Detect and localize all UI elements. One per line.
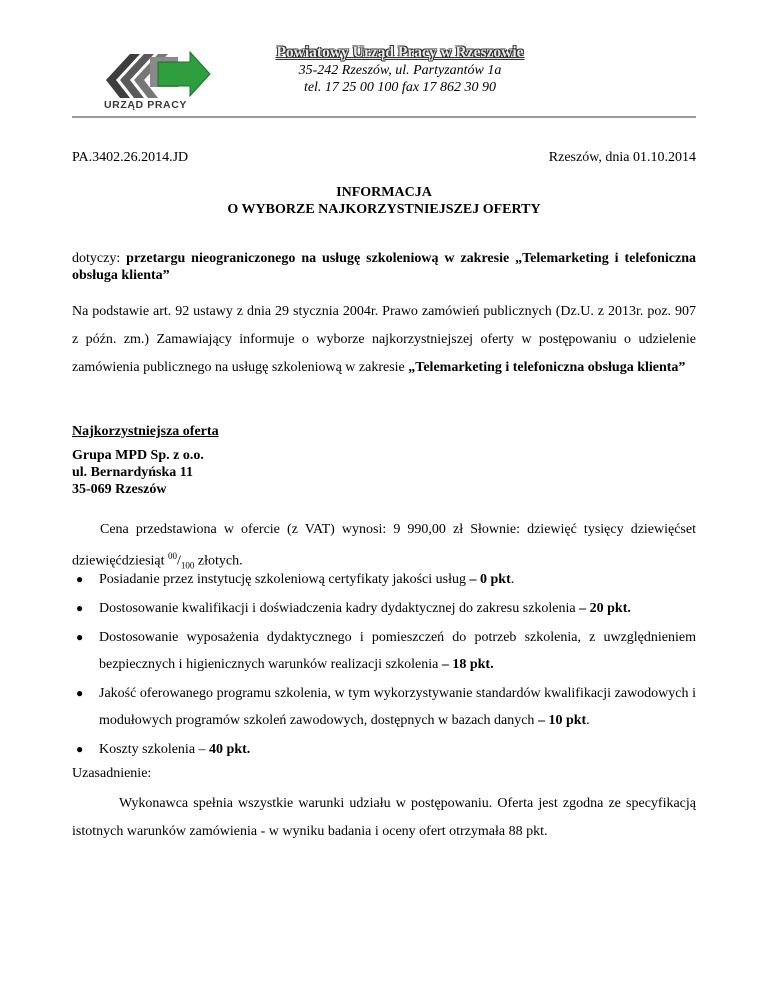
price-fraction-sup: 00 bbox=[168, 551, 178, 561]
title-line-2: O WYBORZE NAJKORZYSTNIEJSZEJ OFERTY bbox=[227, 202, 541, 217]
subject-paragraph bbox=[72, 250, 696, 284]
reference-number: PA.3402.26.2014.JD bbox=[72, 150, 189, 165]
office-address: 35-242 Rzeszów, ul. Partyzantów 1a bbox=[298, 63, 502, 78]
criteria-list bbox=[72, 566, 696, 765]
header-divider bbox=[72, 116, 696, 118]
title-line-1: INFORMACJA bbox=[336, 185, 432, 200]
justification-text: Wykonawca spełnia wszystkie warunki udziału w postępowaniu. Oferta jest zgodna ze specyfikacją istotnych warunków zamówienia - w wyniku badania i oceny ofert otrzymała 88 pkt. bbox=[72, 796, 696, 839]
logo-caption: URZĄD PRACY bbox=[104, 99, 188, 111]
legal-basis-paragraph bbox=[72, 298, 696, 382]
best-offer-heading: Najkorzystniejsza oferta bbox=[72, 424, 219, 439]
company-city: 35-069 Rzeszów bbox=[72, 482, 167, 497]
list-item: ● Dostosowanie kwalifikacji i doświadczenia kadry dydaktycznej do zakresu szkolenia – 20 pkt. bbox=[72, 595, 696, 622]
document-title bbox=[72, 184, 696, 218]
bullet-icon: ● bbox=[76, 742, 84, 756]
price-text: Cena przedstawiona w ofercie (z VAT) wynosi: 9 990,00 zł Słownie: dziewięć tysięcy dziewięćset dziewięćdziesiąt bbox=[72, 522, 696, 569]
bullet-icon: ● bbox=[76, 686, 84, 700]
legal-basis-text: Na podstawie art. 92 ustawy z dnia 29 stycznia 2004r. Prawo zamówień publicznych (Dz.U. z 2013r. poz. 907 z późn. zm.) Zamawiający informuje o wyborze najkorzystniejszej oferty w postępowaniu o udzielenie zamówienia publicznego na usługę szkoleniową w zakresie bbox=[72, 304, 696, 375]
bullet-icon: ● bbox=[76, 572, 84, 586]
bullet-icon: ● bbox=[76, 630, 84, 644]
list-item: ● Dostosowanie wyposażenia dydaktycznego i pomieszczeń do potrzeb szkolenia, z uwzględnieniem bezpiecznych i higienicznych warunków realizacji szkolenia – 18 pkt. bbox=[72, 624, 696, 678]
bullet-icon: ● bbox=[76, 601, 84, 615]
subject-prefix: dotyczy: bbox=[72, 251, 127, 266]
company-name: Grupa MPD Sp. z o.o. bbox=[72, 448, 204, 463]
price-end: złotych. bbox=[194, 553, 243, 569]
price-fraction-sub: 100 bbox=[180, 560, 195, 571]
office-name: Powiatowy Urząd Pracy w Rzeszowie bbox=[276, 44, 524, 61]
best-offer-address bbox=[72, 447, 204, 498]
list-item: ● Posiadanie przez instytucję szkoleniową certyfikaty jakości usług – 0 pkt. bbox=[72, 566, 696, 593]
company-street: ul. Bernardyńska 11 bbox=[72, 465, 193, 480]
price-fraction-sep: / bbox=[177, 553, 181, 569]
document-date: Rzeszów, dnia 01.10.2014 bbox=[548, 150, 696, 165]
justification-label: Uzasadnienie: bbox=[72, 766, 152, 781]
letterhead bbox=[240, 44, 560, 96]
office-phone: tel. 17 25 00 100 fax 17 862 30 90 bbox=[303, 80, 497, 95]
list-item: ● Koszty szkolenia – 40 pkt. bbox=[72, 736, 696, 763]
legal-basis-subject: „Telemarketing i telefoniczna obsługa klienta” bbox=[408, 360, 686, 375]
subject-text: przetargu nieograniczonego na usługę szkoleniową w zakresie „Telemarketing i telefoniczna obsługa klienta” bbox=[72, 251, 696, 283]
list-item: ● Jakość oferowanego programu szkolenia, w tym wykorzystywanie standardów kwalifikacji zawodowych i modułowych programów szkoleń zawodowych, dostępnych w bazach danych – 10 pkt. bbox=[72, 680, 696, 734]
